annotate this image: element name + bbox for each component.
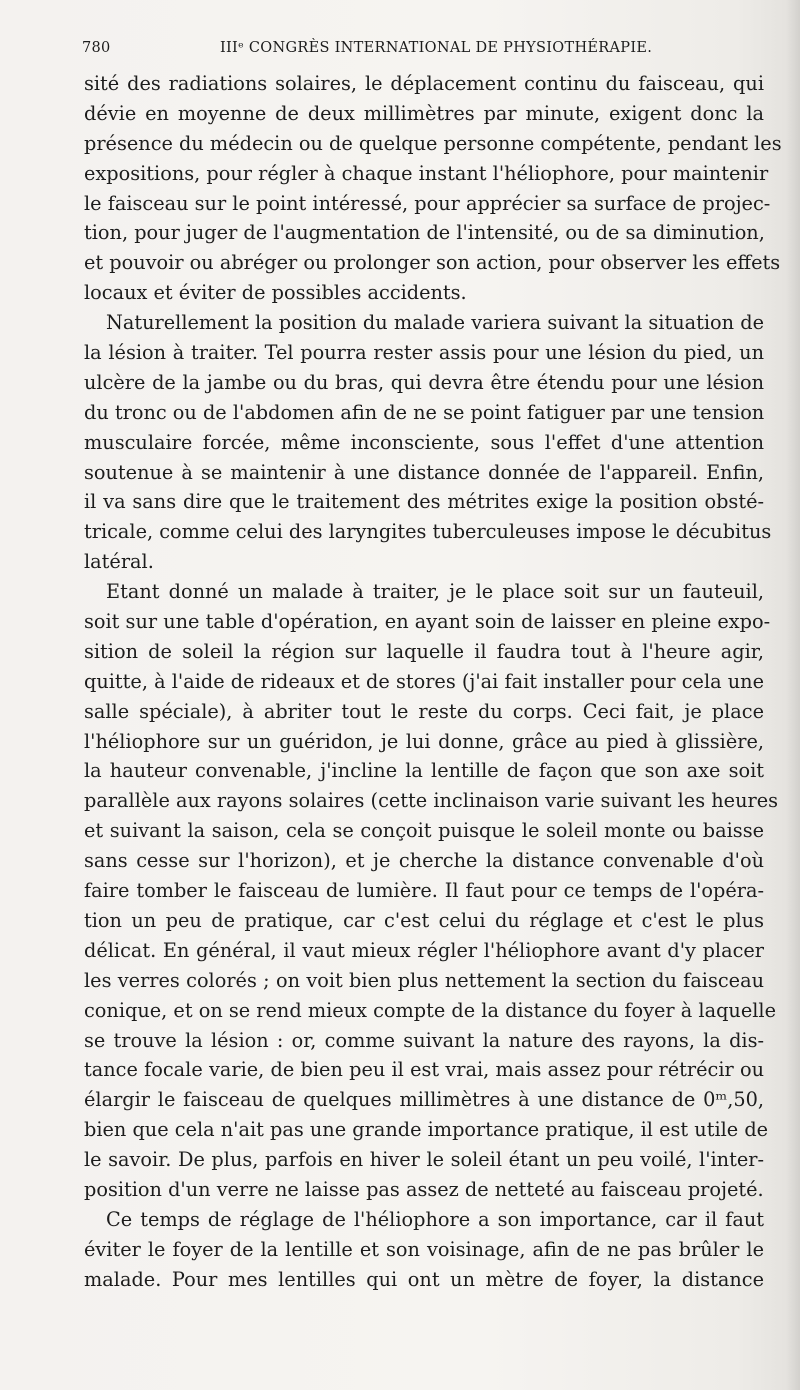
text-line: tion, pour juger de l'augmentation de l'intensité, ou de sa diminution,	[84, 221, 765, 245]
text-line: tion un peu de pratique, car c'est celui du réglage et c'est le plus	[84, 908, 764, 932]
text-line: le faisceau sur le point intéressé, pour apprécier sa surface de projec-	[84, 191, 771, 215]
text-line: éviter le foyer de la lentille et son voisinage, afin de ne pas brûler le	[84, 1237, 764, 1261]
text-line: ulcère de la jambe ou du bras, qui devra être étendu pour une lésion	[84, 370, 764, 394]
text-line: Etant donné un malade à traiter, je le place soit sur un fauteuil,	[106, 580, 764, 604]
text-line: musculaire forcée, même inconsciente, sous l'effet d'une attention	[84, 430, 764, 454]
text-line: la lésion à traiter. Tel pourra rester assis pour une lésion du pied, un	[84, 341, 764, 365]
text-line: l'héliophore sur un guéridon, je lui donne, grâce au pied à glissière,	[84, 729, 764, 753]
text-line: le savoir. De plus, parfois en hiver le soleil étant un peu voilé, l'inter-	[84, 1148, 764, 1172]
text-line: se trouve la lésion : or, comme suivant la nature des rayons, la dis-	[84, 1028, 764, 1052]
text-line: soutenue à se maintenir à une distance donnée de l'appareil. Enfin,	[84, 460, 764, 484]
text-line: sité des radiations solaires, le déplacement continu du faisceau, qui	[84, 72, 764, 95]
text-line: bien que cela n'ait pas une grande importance pratique, il est utile de	[84, 1118, 769, 1142]
text-line: salle spéciale), à abriter tout le reste du corps. Ceci fait, je place	[84, 699, 764, 723]
page-number: 780	[82, 40, 111, 56]
text-line: Naturellement la position du malade variera suivant la situation de	[106, 311, 764, 335]
text-line: sition de soleil la région sur laquelle il faudra tout à l'heure agir,	[84, 639, 764, 663]
text-line: parallèle aux rayons solaires (cette inclinaison varie suivant les heures	[84, 789, 779, 813]
text-line: sans cesse sur l'horizon), et je cherche la distance convenable d'où	[84, 849, 764, 873]
text-line: faire tomber le faisceau de lumière. Il faut pour ce temps de l'opéra-	[84, 879, 764, 903]
text-line: tricale, comme celui des laryngites tuberculeuses impose le décubitus	[84, 520, 772, 544]
text-line: expositions, pour régler à chaque instant l'héliophore, pour maintenir	[84, 161, 769, 185]
page-edge-shadow	[786, 0, 800, 1390]
text-line: conique, et on se rend mieux compte de la distance du foyer à laquelle	[84, 998, 776, 1022]
text-line: les verres colorés ; on voit bien plus nettement la section du faisceau	[84, 968, 764, 992]
text-line: soit sur une table d'opération, en ayant soin de laisser en pleine expo-	[84, 610, 771, 634]
text-line: dévie en moyenne de deux millimètres par minute, exigent donc la	[84, 101, 764, 125]
text-line: malade. Pour mes lentilles qui ont un mètre de foyer, la distance	[84, 1267, 764, 1291]
body-text	[84, 69, 782, 1295]
text-line: présence du médecin ou de quelque personne compétente, pendant les	[84, 131, 782, 155]
page-header	[82, 40, 762, 64]
text-line: locaux et éviter de possibles accidents.	[84, 281, 467, 305]
text-line: délicat. En général, il vaut mieux régler l'héliophore avant d'y placer	[84, 938, 764, 962]
text-line: tance focale varie, de bien peu il est vrai, mais assez pour rétrécir ou	[84, 1058, 764, 1082]
text-line: et suivant la saison, cela se conçoit puisque le soleil monte ou baisse	[84, 819, 764, 843]
text-line: il va sans dire que le traitement des métrites exige la position obsté-	[84, 490, 764, 514]
text-line: latéral.	[84, 550, 154, 574]
text-line: la hauteur convenable, j'incline la lentille de façon que son axe soit	[84, 759, 764, 783]
text-line: du tronc ou de l'abdomen afin de ne se point fatiguer par une tension	[84, 400, 765, 424]
text-line: et pouvoir ou abréger ou prolonger son action, pour observer les effets	[84, 251, 781, 275]
running-title: IIIᵉ CONGRÈS INTERNATIONAL DE PHYSIOTHÉRAPIE.	[220, 40, 653, 56]
text-line: position d'un verre ne laisse pas assez de netteté au faisceau projeté.	[84, 1177, 764, 1201]
text-line: élargir le faisceau de quelques millimètres à une distance de 0ᵐ,50,	[84, 1088, 764, 1112]
text-line: quitte, à l'aide de rideaux et de stores (j'ai fait installer pour cela une	[84, 669, 764, 693]
text-line: Ce temps de réglage de l'héliophore a son importance, car il faut	[106, 1207, 764, 1231]
